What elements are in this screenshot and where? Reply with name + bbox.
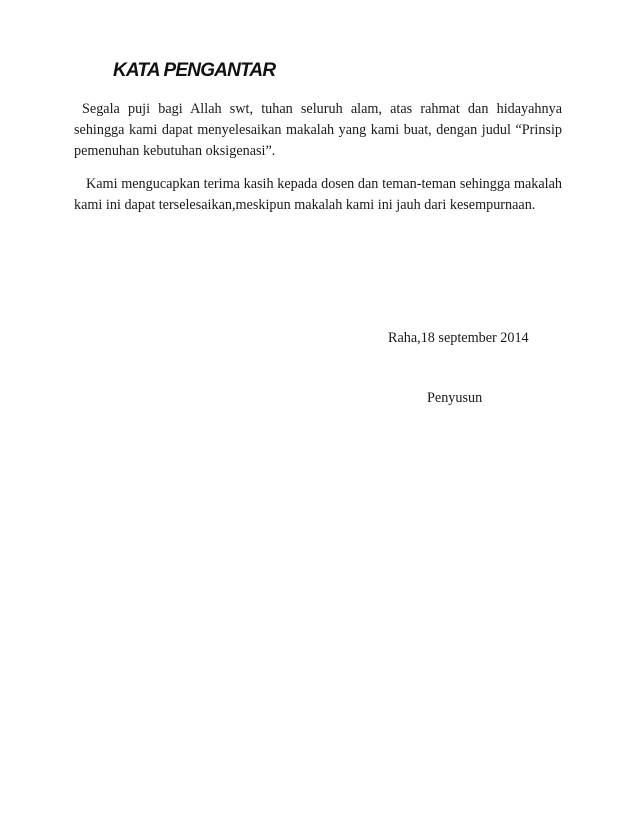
paragraph-thanks (74, 174, 562, 216)
place-date: Raha,18 september 2014 (388, 330, 529, 346)
paragraph-intro (74, 99, 562, 162)
page-title: KATA PENGANTAR (113, 60, 276, 81)
paragraph-thanks-text: Kami mengucapkan terima kasih kepada dosen dan teman-teman sehingga makalah kami ini dapat terselesaikan,meskipun makalah kami ini jauh dari kesempurnaan. (74, 176, 562, 213)
signer-label: Penyusun (427, 390, 483, 406)
paragraph-intro-text: Segala puji bagi Allah swt, tuhan seluruh alam, atas rahmat dan hidayahnya sehingga kami dapat menyelesaikan makalah yang kami buat, dengan judul “Prinsip pemenuhan kebutuhan oksigenasi”. (74, 101, 562, 159)
